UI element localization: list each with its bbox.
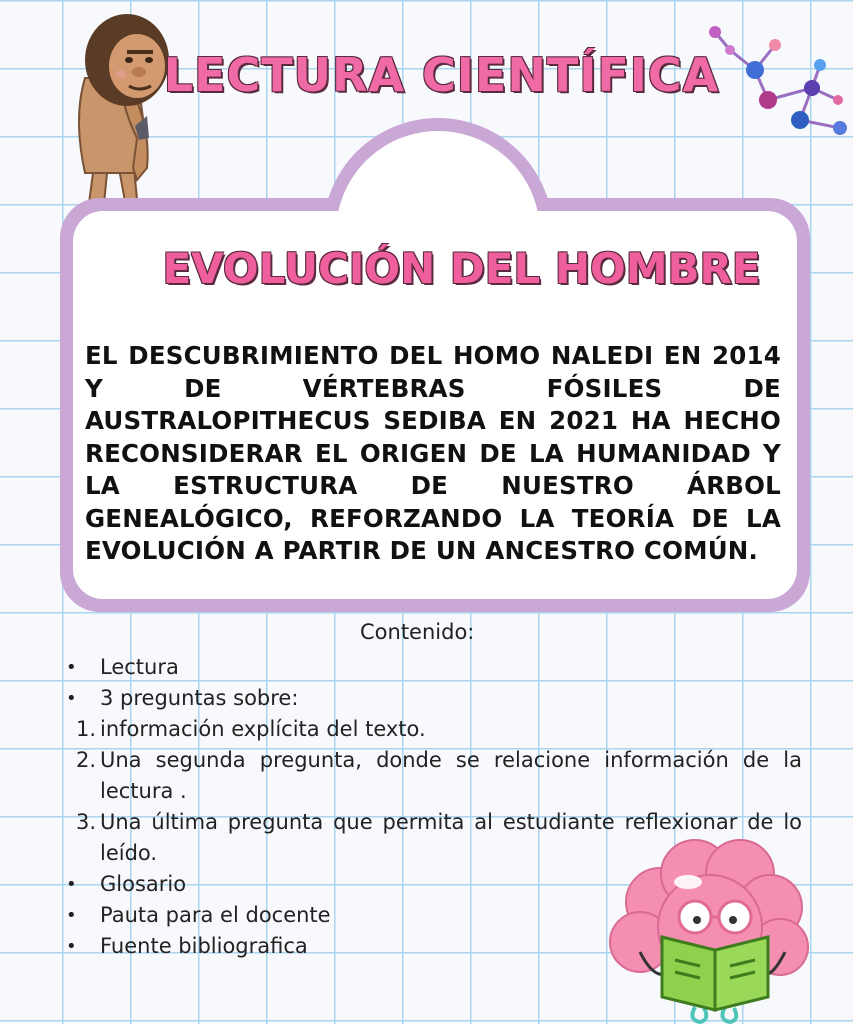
bullet-icon: • (66, 874, 77, 895)
item-number: 1. (75, 717, 96, 741)
bullet-icon: • (66, 936, 77, 957)
numbered-item-label: información explícita del texto. (100, 717, 426, 741)
numbered-item-label: Una segunda pregunta, donde se relacione información de la lectura . (100, 748, 802, 803)
list-item (62, 652, 802, 683)
contents-heading: Contenido: (360, 620, 475, 644)
numbered-item (62, 745, 802, 807)
numbered-item (62, 714, 802, 745)
list-item-label: Lectura (100, 655, 179, 679)
list-item-label: Fuente bibliografica (100, 934, 308, 958)
list-item-label: 3 preguntas sobre: (100, 686, 299, 710)
card-body-text: EL DESCUBRIMIENTO DEL HOMO NALEDI EN 2014 Y DE VÉRTEBRAS FÓSILES DE AUSTRALOPITHECUS SEDIBA EN 2021 HA HECHO RECONSIDERAR EL ORIGEN DE LA HUMANIDAD Y LA ESTRUCTURA DE NUESTRO ÁRBOL GENEALÓGICO, REFORZANDO LA TEORÍA DE LA EVOLUCIÓN A PARTIR DE UN ANCESTRO COMÚN. (85, 341, 781, 565)
list-item-label: Glosario (100, 872, 187, 896)
card-title: EVOLUCIÓN DEL HOMBRE (162, 244, 761, 293)
item-number: 3. (75, 810, 96, 834)
bullet-icon: • (66, 657, 77, 678)
list-item-label: Pauta para el docente (100, 903, 331, 927)
item-number: 2. (75, 748, 96, 772)
numbered-item-label: Una última pregunta que permita al estudiante reflexionar de lo leído. (100, 810, 802, 865)
bullet-icon: • (66, 905, 77, 926)
reading-brain-illustration (600, 832, 815, 1024)
bullet-icon: • (66, 688, 77, 709)
list-item (62, 683, 802, 714)
page-title: LECTURA CIENTÍFICA (163, 48, 720, 102)
